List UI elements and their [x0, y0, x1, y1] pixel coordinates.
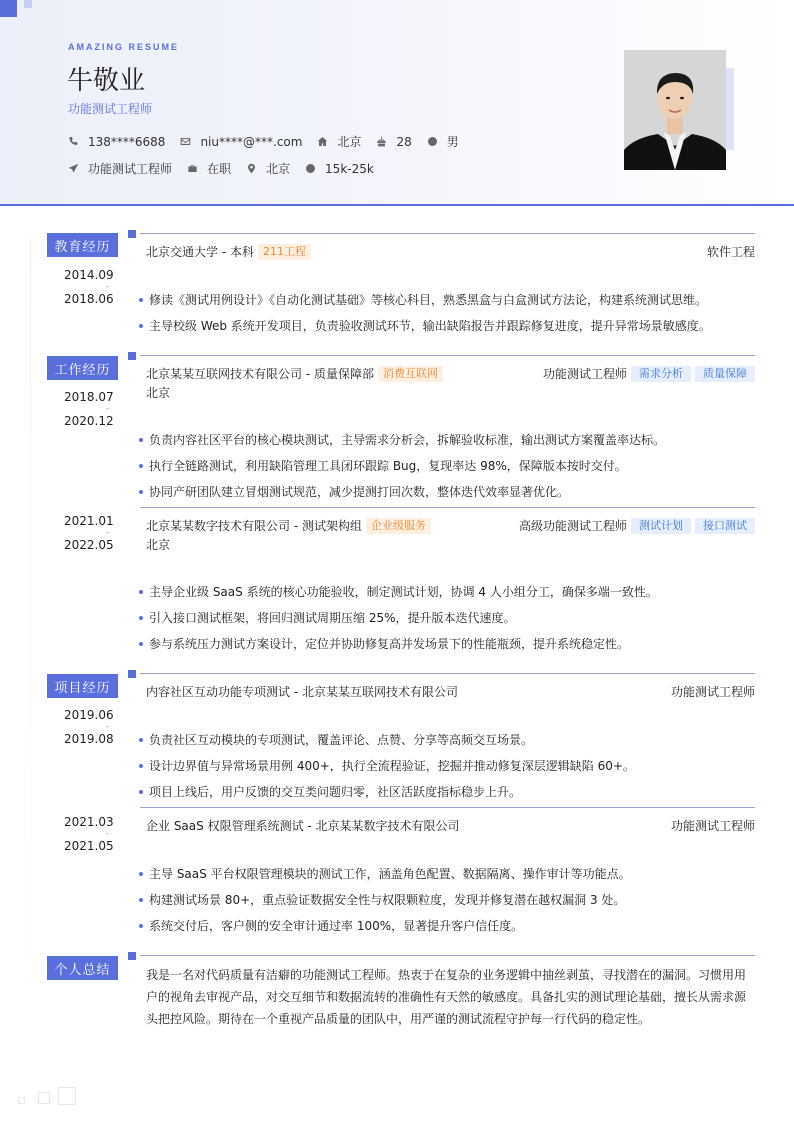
section-marker — [128, 230, 136, 238]
home-icon — [317, 136, 328, 147]
work1-industry-badge: 消费互联网 — [378, 366, 443, 382]
list-item: 协同产研团队建立冒烟测试规范，减少提测打回次数，整体迭代效率显著优化。 — [138, 484, 758, 510]
salary-text: 15k-25k — [325, 161, 374, 176]
work2-city: 北京 — [146, 538, 171, 552]
proj2-bullet-list — [138, 866, 758, 944]
section-divider — [140, 955, 755, 956]
proj2-role: 功能测试工程师 — [670, 819, 755, 833]
work2-end-date: 2022.05 — [64, 538, 114, 552]
hometown-text: 北京 — [337, 135, 362, 149]
section-divider — [140, 233, 755, 234]
email-item — [180, 135, 302, 149]
work1-city: 北京 — [146, 386, 171, 400]
candidate-photo — [624, 50, 726, 170]
date-separator: - — [106, 404, 109, 413]
date-separator: - — [106, 528, 109, 537]
section-label-education: 教育经历 — [47, 233, 118, 257]
candidate-job-title: 功能测试工程师 — [68, 102, 153, 116]
job-intent-row — [68, 160, 389, 177]
section-label-work: 工作经历 — [47, 356, 118, 380]
status-text: 在职 — [207, 162, 232, 176]
summary-text: 我是一名对代码质量有洁癖的功能测试工程师。热衷于在复杂的业务逻辑中抽丝剥茧，寻找潜在的漏洞。习惯用用户的视角去审视产品，对交互细节和数据流转的准确性有天然的敏感度。具备扎实的测试理论基础，擅长从需求源头把控风险。期待在一个重视产品质量的团队中，用严谨的测试流程守护每一行代码的稳定性。 — [146, 968, 747, 1026]
work1-skill-badge: 需求分析 — [631, 366, 691, 382]
work2-entry-head — [146, 517, 755, 534]
portrait-illustration — [624, 50, 726, 170]
candidate-name: 牛敬业 — [67, 66, 146, 96]
edu-tag-badge: 211工程 — [258, 244, 311, 260]
salary-icon — [305, 163, 316, 174]
work2-industry-badge: 企业级服务 — [366, 518, 431, 534]
hometown-item — [317, 133, 361, 150]
intent-city-text: 北京 — [266, 162, 291, 176]
section-marker — [128, 952, 136, 960]
phone-text: 138****6688 — [88, 134, 166, 149]
location-pin-icon — [246, 163, 257, 174]
section-marker — [128, 670, 136, 678]
edu-major: 软件工程 — [706, 245, 755, 259]
entry-divider — [140, 807, 755, 808]
section-label-projects: 项目经历 — [47, 674, 118, 698]
work1-start-date: 2018.07 — [64, 390, 114, 404]
work2-role: 高级功能测试工程师 — [518, 519, 627, 533]
resume-tagline: AMAZING RESUME — [68, 42, 179, 52]
date-separator: - — [106, 282, 109, 291]
gender-icon — [427, 136, 438, 147]
list-item: 主导 SaaS 平台权限管理模块的测试工作，涵盖角色配置、数据隔离、操作审计等功能点。 — [138, 866, 758, 892]
list-item: 构建测试场景 80+，重点验证数据安全性与权限颗粒度，发现并修复潜在越权漏洞 3 处。 — [138, 892, 758, 918]
corner-decoration — [0, 0, 17, 17]
intent-position-item — [68, 160, 172, 177]
bottom-decoration — [58, 1087, 76, 1105]
corner-decoration-small — [24, 0, 32, 8]
gender-item — [427, 133, 459, 150]
work1-company: 北京某某互联网技术有限公司 - 质量保障部 — [146, 367, 374, 381]
edu-school: 北京交通大学 - 本科 — [146, 245, 254, 259]
work1-end-date: 2020.12 — [64, 414, 114, 428]
briefcase-icon — [187, 163, 198, 174]
list-item: 系统交付后，客户侧的安全审计通过率 100%，显著提升客户信任度。 — [138, 918, 758, 944]
section-divider — [140, 673, 755, 674]
work1-entry-head — [146, 365, 755, 382]
proj2-entry-head — [146, 817, 755, 834]
proj2-title: 企业 SaaS 权限管理系统测试 - 北京某某数字技术有限公司 — [146, 819, 460, 833]
salary-item — [305, 162, 374, 176]
email-text: niu****@***.com — [200, 134, 303, 149]
entry-divider — [140, 507, 755, 508]
section-marker — [128, 352, 136, 360]
list-item: 负责社区互动模块的专项测试，覆盖评论、点赞、分享等高频交互场景。 — [138, 732, 758, 758]
status-item — [187, 160, 231, 177]
list-item: 参与系统压力测试方案设计，定位并协助修复高并发场景下的性能瓶颈，提升系统稳定性。 — [138, 636, 758, 662]
proj1-end-date: 2019.08 — [64, 732, 114, 746]
gender-text: 男 — [446, 135, 459, 149]
work2-skill-badge: 测试计划 — [631, 518, 691, 534]
section-divider — [140, 355, 755, 356]
list-item: 主导校级 Web 系统开发项目，负责验收测试环节，输出缺陷报告并跟踪修复进度，提升异常场景敏感度。 — [138, 318, 758, 344]
work2-start-date: 2021.01 — [64, 514, 114, 528]
edu-entry-head — [146, 243, 755, 260]
list-item: 修读《测试用例设计》《自动化测试基础》等核心科目，熟悉黑盒与白盒测试方法论，构建系统测试思维。 — [138, 292, 758, 318]
age-item — [376, 135, 411, 149]
proj2-start-date: 2021.03 — [64, 815, 114, 829]
bottom-decoration — [38, 1092, 50, 1104]
work2-company: 北京某某数字技术有限公司 - 测试架构组 — [146, 519, 362, 533]
edu-start-date: 2014.09 — [64, 268, 114, 282]
edu-end-date: 2018.06 — [64, 292, 114, 306]
proj1-start-date: 2019.06 — [64, 708, 114, 722]
intent-position-text: 功能测试工程师 — [88, 162, 173, 176]
proj1-bullet-list — [138, 732, 758, 810]
date-separator: - — [106, 829, 109, 838]
list-item: 负责内容社区平台的核心模块测试，主导需求分析会，拆解验收标准，输出测试方案覆盖率达标。 — [138, 432, 758, 458]
intent-city-item — [246, 160, 290, 177]
work1-role: 功能测试工程师 — [542, 367, 627, 381]
list-item: 主导企业级 SaaS 系统的核心功能验收，制定测试计划，协调 4 人小组分工，确保多端一致性。 — [138, 584, 758, 610]
age-text: 28 — [396, 134, 412, 149]
proj1-title: 内容社区互动功能专项测试 - 北京某某互联网技术有限公司 — [146, 685, 458, 699]
list-item: 引入接口测试框架，将回归测试周期压缩 25%，提升版本迭代速度。 — [138, 610, 758, 636]
section-label-summary: 个人总结 — [47, 956, 118, 980]
work1-skill-badge: 质量保障 — [695, 366, 755, 382]
proj1-role: 功能测试工程师 — [670, 685, 755, 699]
bottom-decoration — [18, 1097, 25, 1104]
left-guide-line — [30, 240, 31, 1080]
cake-icon — [376, 136, 387, 147]
edu-bullet-list — [138, 292, 758, 344]
phone-icon — [68, 136, 79, 147]
work2-bullet-list — [138, 584, 758, 662]
proj2-end-date: 2021.05 — [64, 839, 114, 853]
proj1-entry-head — [146, 683, 755, 700]
mail-icon — [180, 136, 191, 147]
list-item: 执行全链路测试，利用缺陷管理工具闭环跟踪 Bug，复现率达 98%，保障版本按时交付。 — [138, 458, 758, 484]
work1-bullet-list — [138, 432, 758, 510]
contact-info-row — [68, 133, 474, 150]
date-separator: - — [106, 722, 109, 731]
resume-header — [0, 0, 794, 206]
list-item: 项目上线后，用户反馈的交互类问题归零，社区活跃度指标稳步上升。 — [138, 784, 758, 810]
send-icon — [68, 163, 79, 174]
phone-item — [68, 135, 165, 149]
work2-skill-badge: 接口测试 — [695, 518, 755, 534]
list-item: 设计边界值与异常场景用例 400+，执行全流程验证，挖掘并推动修复深层逻辑缺陷 60+。 — [138, 758, 758, 784]
